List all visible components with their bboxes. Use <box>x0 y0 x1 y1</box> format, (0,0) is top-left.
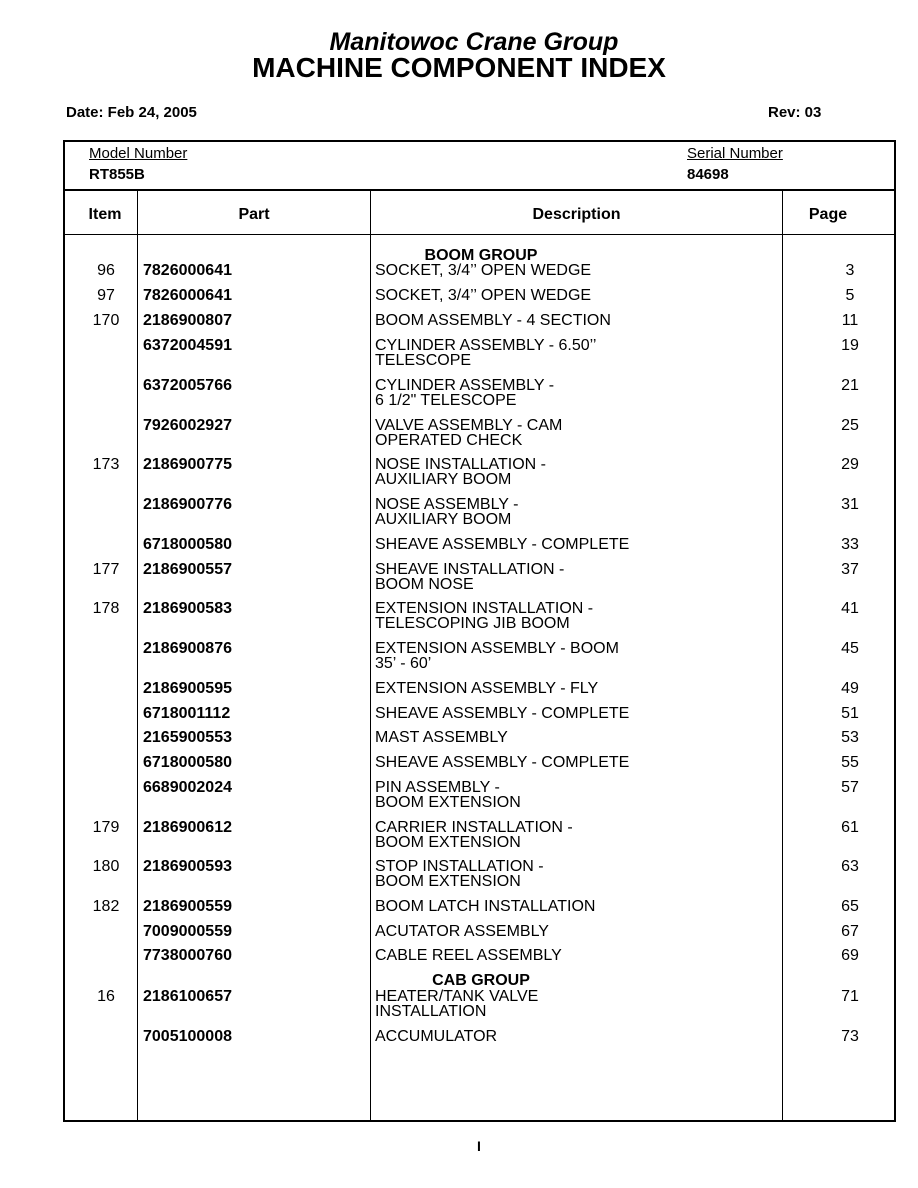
serial-number-value: 84698 <box>687 166 729 183</box>
description-line: CYLINDER ASSEMBLY - 6.50’’ <box>375 337 597 354</box>
part-number: 7926002927 <box>143 417 232 434</box>
description-line: 6 1/2" TELESCOPE <box>375 392 517 409</box>
description-line: SHEAVE ASSEMBLY - COMPLETE <box>375 705 630 722</box>
serial-number-label: Serial Number <box>687 145 783 162</box>
item-number: 170 <box>92 312 120 329</box>
document-revision: Rev: 03 <box>768 104 822 121</box>
part-number: 2186900775 <box>143 456 232 473</box>
model-number-value: RT855B <box>89 166 145 183</box>
page-reference: 31 <box>841 496 859 513</box>
page-reference: 21 <box>841 377 859 394</box>
page-reference: 63 <box>841 858 859 875</box>
part-description <box>375 313 775 328</box>
part-number: 2165900553 <box>143 729 232 746</box>
description-line: BOOM ASSEMBLY - 4 SECTION <box>375 312 611 329</box>
part-number: 6689002024 <box>143 779 232 796</box>
part-number: 2186900612 <box>143 819 232 836</box>
column-header-page: Page <box>808 206 848 223</box>
part-description <box>375 681 775 696</box>
part-description <box>375 641 775 671</box>
page-reference: 53 <box>841 729 859 746</box>
description-line: INSTALLATION <box>375 1003 487 1020</box>
part-description <box>375 706 775 721</box>
page-reference: 65 <box>841 898 859 915</box>
description-line: BOOM EXTENSION <box>375 834 521 851</box>
page-reference: 55 <box>841 754 859 771</box>
part-description <box>375 378 775 408</box>
part-description <box>375 338 775 368</box>
part-description <box>375 288 775 303</box>
description-line: BOOM EXTENSION <box>375 794 521 811</box>
part-description <box>375 562 775 592</box>
column-header-item: Item <box>88 206 122 223</box>
description-line: SOCKET, 3/4’’ OPEN WEDGE <box>375 262 592 279</box>
description-line: SHEAVE ASSEMBLY - COMPLETE <box>375 536 630 553</box>
part-number: 6718001112 <box>143 705 231 722</box>
description-line: EXTENSION ASSEMBLY - FLY <box>375 680 599 697</box>
part-number: 6718000580 <box>143 754 232 771</box>
page-reference: 33 <box>841 536 859 553</box>
description-line: STOP INSTALLATION - <box>375 858 544 875</box>
page-reference: 67 <box>841 923 859 940</box>
part-number: 2186100657 <box>143 988 232 1005</box>
part-description <box>375 537 775 552</box>
page-reference: 41 <box>841 600 859 617</box>
item-number: 178 <box>92 600 120 617</box>
part-number: 2186900559 <box>143 898 232 915</box>
item-number: 173 <box>92 456 120 473</box>
item-number: 182 <box>92 898 120 915</box>
description-line: OPERATED CHECK <box>375 432 523 449</box>
column-header-part: Part <box>238 206 270 223</box>
document-title: MACHINE COMPONENT INDEX <box>252 52 666 83</box>
column-header-description: Description <box>532 206 621 223</box>
description-line: TELESCOPE <box>375 352 472 369</box>
part-description <box>375 730 775 745</box>
description-line: HEATER/TANK VALVE <box>375 988 539 1005</box>
page-reference: 73 <box>841 1028 859 1045</box>
item-number: 180 <box>92 858 120 875</box>
page-reference: 51 <box>841 705 859 722</box>
page-reference: 37 <box>841 561 859 578</box>
page-reference: 25 <box>841 417 859 434</box>
page-number: I <box>477 1138 481 1154</box>
component-index-table <box>63 140 896 1122</box>
description-line: SHEAVE ASSEMBLY - COMPLETE <box>375 754 630 771</box>
company-name: Manitowoc Crane Group <box>329 28 619 56</box>
part-description <box>375 989 775 1019</box>
part-description <box>375 497 775 527</box>
description-line: BOOM NOSE <box>375 576 474 593</box>
part-number: 2186900595 <box>143 680 232 697</box>
page-reference: 61 <box>841 819 859 836</box>
part-description <box>375 820 775 850</box>
page-reference: 5 <box>845 287 855 304</box>
part-number: 2186900557 <box>143 561 232 578</box>
part-number: 2186900593 <box>143 858 232 875</box>
description-line: NOSE ASSEMBLY - <box>375 496 519 513</box>
group-heading-boom: BOOM GROUP <box>424 247 538 264</box>
description-line: AUXILIARY BOOM <box>375 471 512 488</box>
part-description <box>375 899 775 914</box>
description-line: CARRIER INSTALLATION - <box>375 819 573 836</box>
part-number: 7005100008 <box>143 1028 232 1045</box>
description-line: BOOM EXTENSION <box>375 873 521 890</box>
part-description <box>375 859 775 889</box>
description-line: AUXILIARY BOOM <box>375 511 512 528</box>
column-header-divider <box>65 234 894 235</box>
part-description <box>375 924 775 939</box>
part-description <box>375 263 775 278</box>
item-number: 177 <box>92 561 120 578</box>
part-description <box>375 601 775 631</box>
description-line: CABLE REEL ASSEMBLY <box>375 947 562 964</box>
item-number: 96 <box>97 262 115 279</box>
description-line: BOOM LATCH INSTALLATION <box>375 898 596 915</box>
description-line: VALVE ASSEMBLY - CAM <box>375 417 563 434</box>
header-divider <box>65 189 894 191</box>
part-number: 6718000580 <box>143 536 232 553</box>
page-reference: 45 <box>841 640 859 657</box>
part-number: 7738000760 <box>143 947 232 964</box>
description-line: SHEAVE INSTALLATION - <box>375 561 565 578</box>
part-description <box>375 948 775 963</box>
model-number-label: Model Number <box>89 145 188 162</box>
item-number: 97 <box>97 287 115 304</box>
page-reference: 57 <box>841 779 859 796</box>
page-reference: 3 <box>845 262 855 279</box>
part-description <box>375 457 775 487</box>
part-number: 2186900876 <box>143 640 232 657</box>
part-description <box>375 755 775 770</box>
description-line: ACCUMULATOR <box>375 1028 498 1045</box>
document-date: Date: Feb 24, 2005 <box>66 104 197 121</box>
part-number: 2186900807 <box>143 312 232 329</box>
column-divider-part <box>370 190 371 1120</box>
description-line: EXTENSION INSTALLATION - <box>375 600 594 617</box>
part-number: 7826000641 <box>143 287 232 304</box>
part-description <box>375 780 775 810</box>
description-line: 35’ - 60’ <box>375 655 432 672</box>
description-line: CYLINDER ASSEMBLY - <box>375 377 555 394</box>
group-heading-cab: CAB GROUP <box>432 972 530 989</box>
part-number: 7826000641 <box>143 262 232 279</box>
part-number: 7009000559 <box>143 923 232 940</box>
part-number: 2186900776 <box>143 496 232 513</box>
page-reference: 49 <box>841 680 859 697</box>
page-reference: 71 <box>841 988 859 1005</box>
description-line: MAST ASSEMBLY <box>375 729 508 746</box>
page-reference: 19 <box>841 337 859 354</box>
part-number: 2186900583 <box>143 600 232 617</box>
description-line: ACUTATOR ASSEMBLY <box>375 923 549 940</box>
part-description <box>375 1029 775 1044</box>
item-number: 179 <box>92 819 120 836</box>
page-reference: 29 <box>841 456 859 473</box>
part-number: 6372005766 <box>143 377 232 394</box>
item-number: 16 <box>97 988 115 1005</box>
column-divider-description <box>782 190 783 1120</box>
part-number: 6372004591 <box>143 337 232 354</box>
description-line: EXTENSION ASSEMBLY - BOOM <box>375 640 619 657</box>
description-line: SOCKET, 3/4’’ OPEN WEDGE <box>375 287 592 304</box>
page-reference: 11 <box>841 312 859 329</box>
page-reference: 69 <box>841 947 859 964</box>
description-line: TELESCOPING JIB BOOM <box>375 615 570 632</box>
column-divider-item <box>137 190 138 1120</box>
part-description <box>375 418 775 448</box>
description-line: NOSE INSTALLATION - <box>375 456 546 473</box>
description-line: PIN ASSEMBLY - <box>375 779 500 796</box>
